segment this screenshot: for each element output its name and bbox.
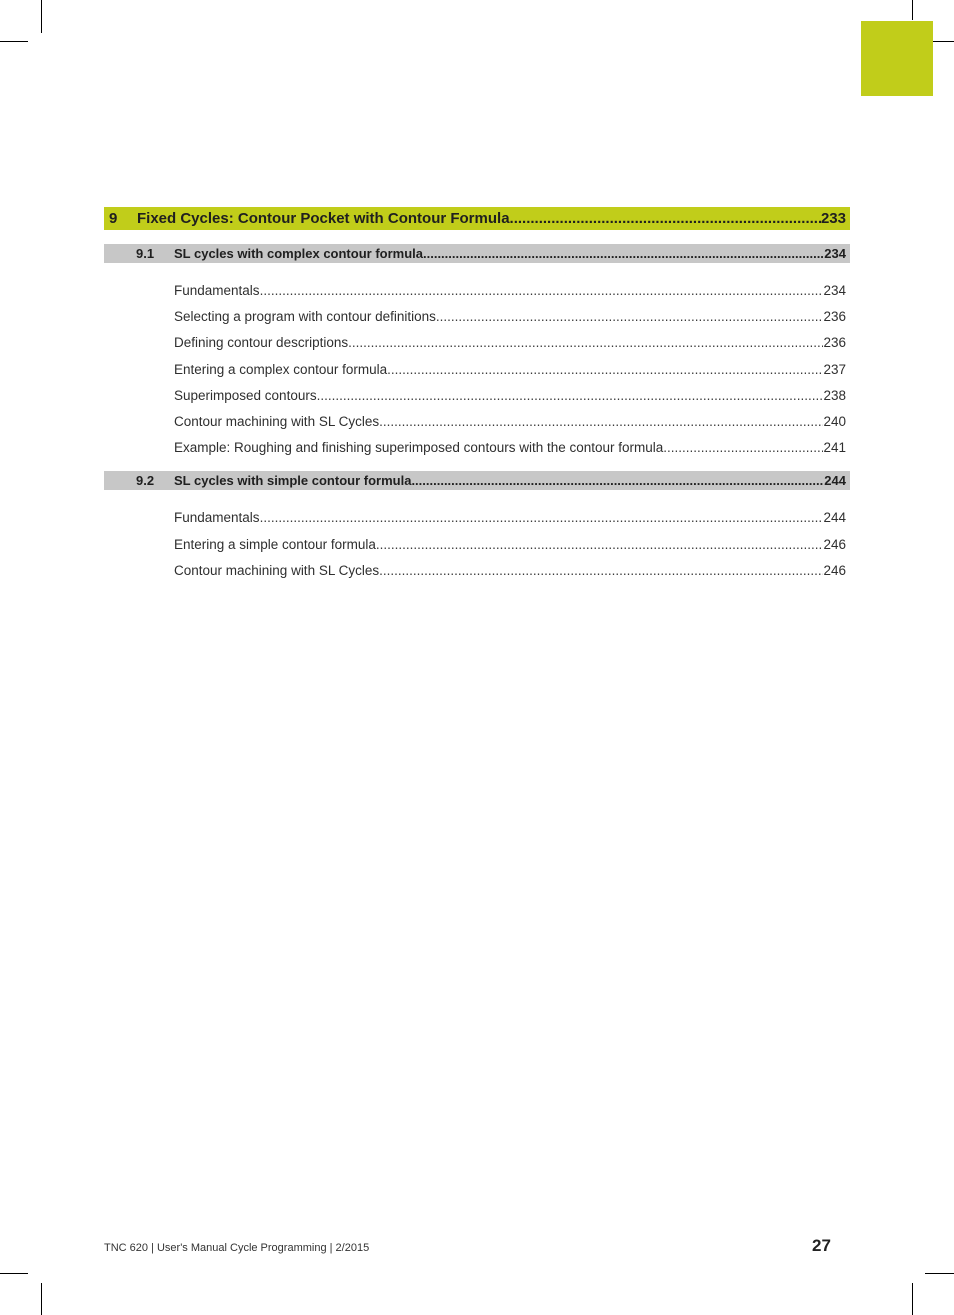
crop-mark (41, 0, 42, 33)
leader-dots (387, 357, 823, 383)
leader-dots (379, 409, 823, 435)
entry-title: Entering a simple contour formula (174, 536, 376, 552)
leader-dots (376, 532, 824, 558)
toc-section-heading[interactable] (104, 471, 850, 490)
toc-entry[interactable] (174, 409, 846, 435)
toc-entry[interactable] (174, 278, 846, 304)
leader-dots (510, 207, 821, 230)
crop-mark (912, 0, 913, 20)
crop-mark (0, 1273, 28, 1274)
leader-dots (663, 435, 823, 461)
crop-mark (925, 1273, 954, 1274)
entry-title: Example: Roughing and finishing superimposed contours with the contour formula (174, 440, 664, 456)
entry-title: Superimposed contours (174, 387, 317, 403)
entry-page: 238 (823, 387, 846, 403)
entry-page: 246 (823, 562, 846, 578)
leader-dots (317, 383, 824, 409)
leader-dots (379, 558, 823, 584)
section-title: SL cycles with simple contour formula (174, 473, 412, 489)
entry-page: 240 (823, 413, 846, 429)
entry-title: Contour machining with SL Cycles (174, 562, 380, 578)
toc-entry[interactable] (174, 435, 846, 461)
leader-dots (348, 330, 823, 356)
crop-mark (933, 41, 954, 42)
entry-title: Defining contour descriptions (174, 335, 349, 351)
chapter-title: Fixed Cycles: Contour Pocket with Contour Formula (137, 210, 510, 227)
toc-chapter-heading[interactable] (104, 207, 850, 230)
toc-entry[interactable] (174, 304, 846, 330)
entry-title: Contour machining with SL Cycles (174, 413, 380, 429)
toc-entry[interactable] (174, 330, 846, 356)
page-number: 27 (812, 1236, 831, 1255)
toc-entry[interactable] (174, 558, 846, 584)
section-page: 244 (824, 473, 846, 489)
crop-mark (912, 1283, 913, 1315)
section-number: 9.1 (136, 246, 155, 261)
entry-page: 236 (823, 309, 846, 325)
entry-page: 237 (823, 361, 846, 377)
leader-dots (260, 505, 824, 531)
section-entries (104, 490, 850, 594)
entry-title: Entering a complex contour formula (174, 361, 388, 377)
crop-mark (41, 1283, 42, 1315)
chapter-thumb-tab (861, 21, 933, 96)
toc-entry[interactable] (174, 532, 846, 558)
toc-section-heading[interactable] (104, 244, 850, 263)
entry-page: 234 (823, 283, 846, 298)
crop-mark (0, 41, 28, 42)
section-title: SL cycles with complex contour formula (174, 246, 423, 261)
toc-entry[interactable] (174, 505, 846, 531)
entry-page: 241 (823, 440, 846, 456)
section-page: 234 (824, 246, 846, 261)
section-entries (104, 263, 850, 471)
footer-text: TNC 620 | User's Manual Cycle Programming | 2/2015 (104, 1242, 370, 1254)
leader-dots (411, 471, 824, 490)
leader-dots (260, 278, 824, 304)
table-of-contents (104, 207, 850, 594)
chapter-page: 233 (820, 210, 846, 227)
entry-title: Fundamentals (174, 510, 260, 526)
leader-dots (436, 304, 824, 330)
entry-page: 244 (823, 510, 846, 526)
leader-dots (423, 244, 824, 263)
entry-title: Selecting a program with contour definitions (174, 309, 436, 325)
toc-entry[interactable] (174, 357, 846, 383)
toc-entry[interactable] (174, 383, 846, 409)
section-number: 9.2 (136, 473, 155, 489)
chapter-number: 9 (109, 210, 118, 227)
entry-page: 246 (823, 536, 846, 552)
entry-page: 236 (823, 335, 846, 351)
entry-title: Fundamentals (174, 283, 260, 298)
